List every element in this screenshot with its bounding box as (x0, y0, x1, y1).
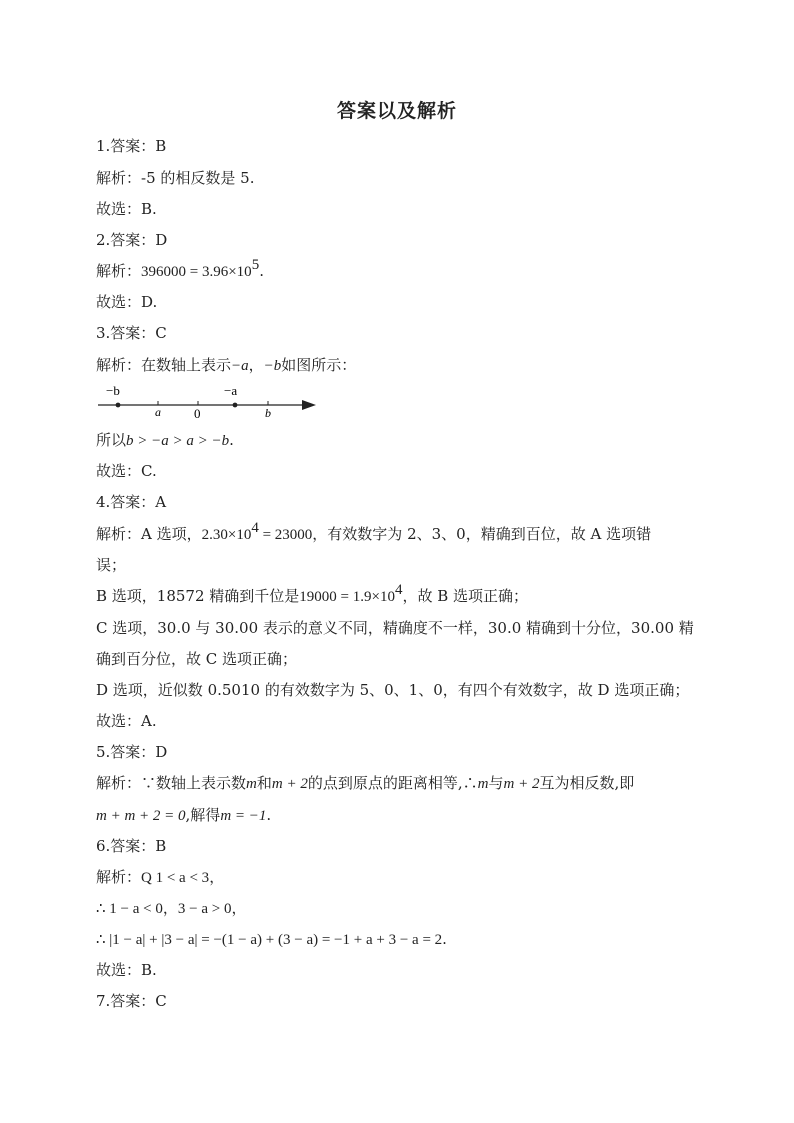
q3-conclusion-end: . (229, 431, 234, 449)
q4-line1-suffix: ，有效数字为 2、3、0，精确到百位，故 A 选项错 (312, 525, 652, 543)
q6-line3-math: ∴ |1 − a| + |3 − a| = −(1 − a) + (3 − a) = −1 + a + 3 − a = 2 (96, 932, 443, 948)
q5-yu: 与 (488, 774, 504, 792)
q5-line2-mid: ,解得 (185, 806, 221, 824)
q6-line2 (96, 898, 246, 919)
q7-answer: 7.答案：C (96, 992, 167, 1010)
q4-line3-prefix: B 选项，18572 精确到千位是 (96, 587, 300, 605)
q6-line3-end: . (442, 930, 447, 948)
q3-var-neg-b: −b (263, 358, 282, 374)
q2-answer: 2.答案：D (96, 231, 168, 249)
q5-line1-suffix: 互为相反数,即 (539, 774, 635, 792)
q5-he: 和 (256, 774, 272, 792)
q6-line2-end: ， (231, 899, 247, 917)
point-neg-b (116, 403, 121, 408)
q6-line2-math-a: ∴ 1 − a < 0 (96, 901, 163, 917)
q3-choose: 故选：C. (96, 462, 157, 480)
q4-choose: 故选：A. (96, 712, 157, 730)
q2-analysis (96, 257, 264, 282)
q4-math-b: = 23000 (258, 527, 313, 543)
q5-line2-math2: m = −1 (220, 808, 267, 824)
q5-line2-math: m + m + 2 = 0 (96, 808, 186, 824)
q1-choose: 故选：B. (96, 200, 157, 218)
q5-var-m: m (246, 776, 257, 792)
label-a: a (155, 405, 161, 419)
q1-analysis: 解析：-5 的相反数是 5. (96, 169, 255, 187)
q4-line5: 确到百分位，故 C 选项正确； (96, 650, 298, 668)
q3-comma: ， (248, 356, 264, 374)
q4-line3-math: 19000 = 1.9×10 (299, 589, 395, 605)
arrow-right-icon (302, 400, 316, 410)
q5-line2 (96, 805, 271, 826)
q6-line1 (96, 867, 224, 888)
q4-math-exponent: 4 (251, 520, 259, 536)
q2-math-end: . (259, 262, 264, 280)
q5-var-m2-b: m + 2 (503, 776, 540, 792)
point-neg-a (233, 403, 238, 408)
label-b: b (265, 406, 271, 420)
q6-line1-prefix: 解析： (96, 868, 142, 886)
q3-analysis (96, 355, 356, 376)
q4-line1 (96, 520, 652, 545)
q3-answer: 3.答案：C (96, 324, 167, 342)
q3-analysis-prefix: 解析：在数轴上表示 (96, 356, 232, 374)
q6-line1-math: Q 1 < a < 3 (141, 870, 210, 886)
q3-conclusion (96, 430, 234, 451)
label-neg-a: −a (224, 383, 238, 398)
label-zero: 0 (194, 406, 201, 420)
q2-analysis-prefix: 解析： (96, 262, 142, 280)
q4-line3 (96, 582, 529, 607)
q5-line1 (96, 773, 634, 794)
q6-choose: 故选：B. (96, 961, 157, 979)
q2-math-exponent: 5 (251, 257, 260, 273)
q4-line1-prefix: 解析：A 选项， (96, 525, 202, 543)
q6-line2-math-b: 3 − a > 0 (177, 901, 232, 917)
q6-line1-end: ， (209, 868, 225, 886)
q5-line1-mid: 的点到原点的距离相等,∴ (307, 774, 478, 792)
q4-line6: D 选项，近似数 0.5010 的有效数字为 5、0、1、0，有四个有效数字，故 D 选项正确； (96, 681, 690, 699)
q5-var-m2: m + 2 (271, 776, 308, 792)
q5-line2-end: . (266, 806, 272, 824)
number-line-figure (94, 380, 324, 420)
q4-line3-suffix: ，故 B 选项正确； (402, 587, 529, 605)
q6-line2-comma: ， (162, 899, 178, 917)
q3-conclusion-prefix: 所以 (96, 431, 127, 449)
q2-choose: 故选：D. (96, 293, 158, 311)
q4-answer: 4.答案：A (96, 493, 167, 511)
page-title: 答案以及解析 (336, 100, 457, 122)
q5-line1-prefix: 解析：∵数轴上表示数 (96, 774, 247, 792)
q1-answer: 1.答案：B (96, 137, 167, 155)
q4-line4: C 选项，30.0 与 30.00 表示的意义不同，精确度不一样，30.0 精确到十分位，30.00 精 (96, 619, 694, 637)
q4-math-a: 2.30×10 (201, 527, 252, 543)
label-neg-b: −b (106, 383, 120, 398)
q6-answer: 6.答案：B (96, 837, 167, 855)
q5-var-m-b: m (477, 776, 489, 792)
q3-conclusion-math: b > −a > a > −b (126, 433, 230, 449)
q2-math: 396000 = 3.96×10 (141, 264, 252, 280)
q4-line3-exponent: 4 (394, 582, 403, 598)
q3-var-neg-a: −a (231, 358, 249, 374)
q5-answer: 5.答案：D (96, 743, 168, 761)
q6-line3 (96, 929, 447, 950)
q4-line2: 误； (96, 556, 127, 574)
q3-analysis-suffix: 如图所示： (281, 356, 357, 374)
